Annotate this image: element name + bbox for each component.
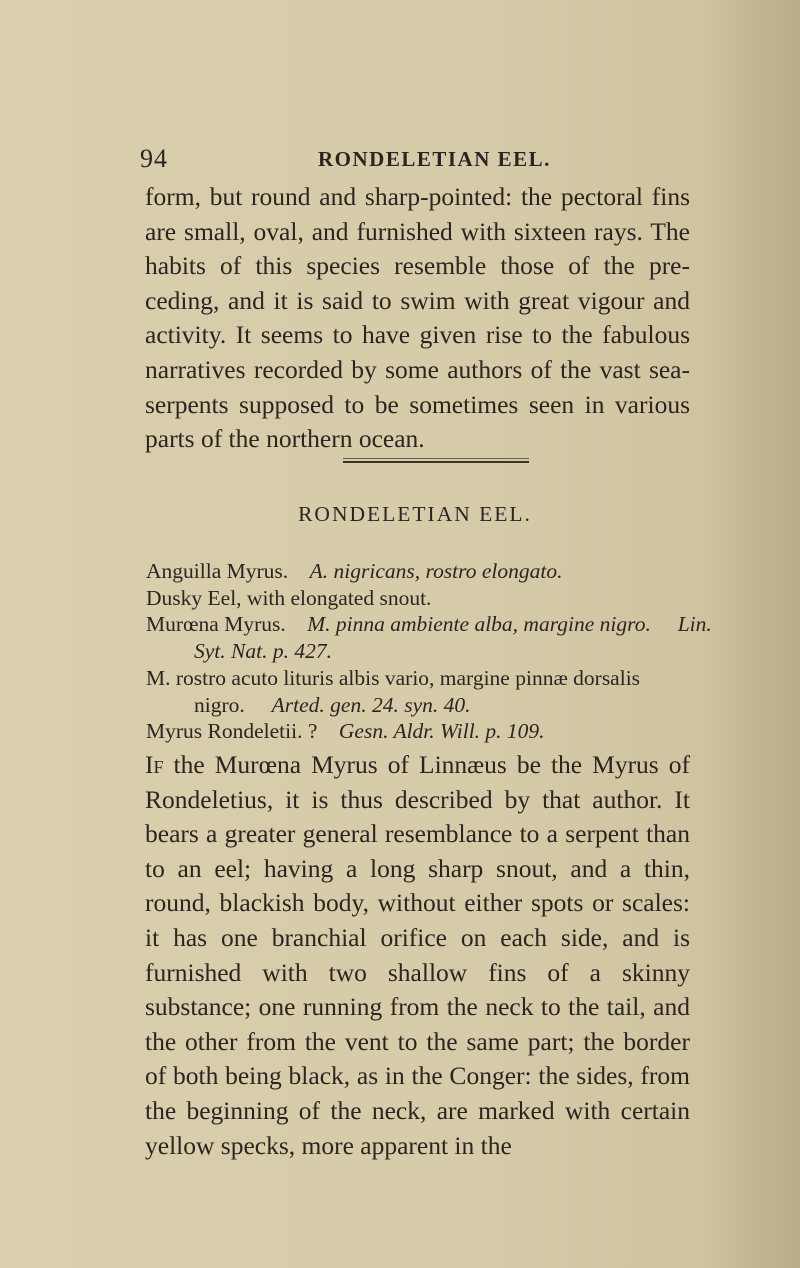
synonymy-block bbox=[146, 558, 712, 745]
synonym-name: Anguilla Myrus. bbox=[146, 559, 289, 583]
running-head bbox=[140, 144, 680, 174]
synonymy-line bbox=[146, 558, 696, 585]
divider-thick-line bbox=[343, 461, 529, 463]
synonym-description: A. nigricans, rostro elongato. bbox=[309, 559, 563, 583]
running-title: RONDELETIAN EEL. bbox=[318, 147, 551, 171]
paragraph-lead-word: If bbox=[145, 750, 164, 779]
synonym-reference: Arted. gen. 24. syn. 40. bbox=[271, 692, 471, 717]
synonymy-line bbox=[146, 638, 696, 665]
paragraph-continued: form, but round and sharp-pointed: the pectoral fins are small, oval, and furnished with sixteen rays. The habits of this species resemble those of the pre-ceding, and it is said to swim with great vigour and activity. It seems to have given rise to the fabulous narratives recorded by some authors of the vast sea-serpents supposed to be sometimes seen in various parts of the northern ocean. bbox=[145, 182, 690, 454]
paragraph-main bbox=[145, 748, 690, 1163]
synonym-common-name: Dusky Eel, with elongated snout. bbox=[146, 585, 432, 610]
synonym-description: nigro. bbox=[194, 692, 245, 717]
section-divider bbox=[343, 458, 529, 463]
synonymy-line bbox=[146, 718, 696, 745]
synonymy-line bbox=[146, 611, 712, 638]
paragraph-body: the Murœna Myrus of Linnæus be the Myrus of Rondeletius, it is thus described by that author. It bears a greater general resemblance to a serpent than to an eel; having a long sharp snout, and a thin, round, blackish body, without either spots or scales: it has one branchial orifice on each side, and is furnished with two shallow fins of a skinny substance; one running from the neck to the tail, and the other from the vent to the same part; the border of both being black, as in the Conger: the sides, from the beginning of the neck, are marked with certain yellow specks, more apparent in the bbox=[145, 750, 690, 1160]
synonymy-line bbox=[146, 692, 696, 719]
section-heading: RONDELETIAN EEL. bbox=[298, 502, 532, 526]
synonym-description: M. pinna ambiente alba, margine nigro. bbox=[307, 612, 651, 637]
divider-thin-line bbox=[343, 458, 529, 459]
synonym-reference: Syt. Nat. p. 427. bbox=[194, 639, 332, 664]
synonym-name: Murœna Myrus. bbox=[146, 612, 286, 637]
synonymy-line bbox=[146, 585, 696, 612]
synonymy-line bbox=[146, 665, 696, 692]
synonym-name: Myrus Rondeletii. ? bbox=[146, 719, 318, 744]
synonym-reference: Lin. bbox=[677, 612, 712, 637]
page-number: 94 bbox=[140, 144, 168, 173]
synonym-reference: Gesn. Aldr. Will. p. 109. bbox=[338, 719, 545, 744]
synonym-description: M. rostro acuto lituris albis vario, margine pinnæ dorsalis bbox=[146, 665, 641, 690]
